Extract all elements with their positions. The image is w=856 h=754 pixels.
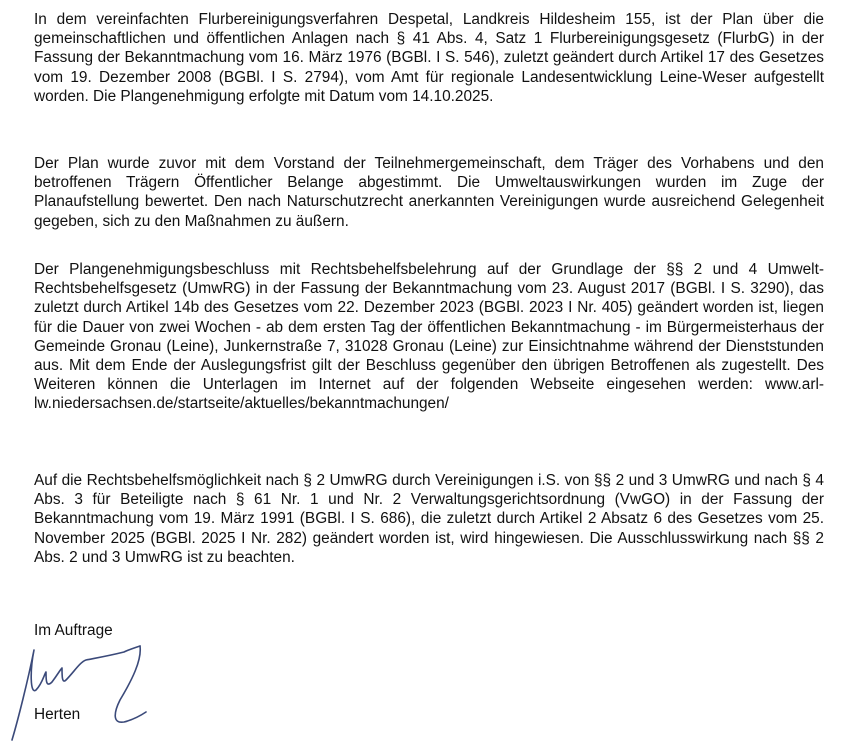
- paragraph-coordination: Der Plan wurde zuvor mit dem Vorstand der Teilnehmergemeinschaft, dem Träger des Vorhabens und den betroffenen Trägern Öffentlicher Belange abgestimmt. Die Umweltauswirkungen wurden im Zuge der Planaufstellung bewertet. Den nach Naturschutzrecht anerkannten Vereinigungen wurde ausreichend Gelegenheit gegeben, sich zu den Maßnahmen zu äußern.: [34, 155, 824, 230]
- paragraph-plan-notice: In dem vereinfachten Flurbereinigungsverfahren Despetal, Landkreis Hildesheim 155, ist der Plan über die gemeinschaftlichen und öffentlichen Anlagen nach § 41 Abs. 4, Satz 1 Flurbereinigungsgesetz (FlurbG) in der Fassung der Bekanntmachung vom 16. März 1976 (BGBl. I S. 546), zuletzt geändert durch Artikel 17 des Gesetzes vom 19. Dezember 2008 (BGBl. I S. 2794), vom Amt für regionale Landesentwicklung Leine-Weser aufgestellt worden. Die Plangenehmigung erfolgte mit Datum vom 14.10.2025.: [34, 11, 824, 105]
- signer-name: Herten: [34, 706, 81, 723]
- paragraph-legal-remedy: Auf die Rechtsbehelfsmöglichkeit nach § 2 UmwRG durch Vereinigungen i.S. von §§ 2 und 3 UmwRG und nach § 4 Abs. 3 für Beteiligte nach § 61 Nr. 1 und Nr. 2 Verwaltungsgerichtsordnung (VwGO) in der Fassung der Bekanntmachung vom 19. März 1991 (BGBl. I S. 686), die zuletzt durch Artikel 2 Absatz 6 des Gesetzes vom 25. November 2025 (BGBl. 2025 I Nr. 282) geändert worden ist, wird hingewiesen. Die Ausschlusswirkung nach §§ 2 Abs. 2 und 3 UmwRG ist zu beachten.: [34, 472, 824, 566]
- handwritten-signature: [0, 640, 200, 750]
- paragraph-inspection: Der Plangenehmigungsbeschluss mit Rechtsbehelfsbelehrung auf der Grundlage der §§ 2 und 4 Umwelt-Rechtsbehelfsgesetz (UmwRG) in der Fassung der Bekanntmachung vom 23. August 2017 (BGBl. I S. 3290), das zuletzt durch Artikel 14b des Gesetzes vom 22. Dezember 2023 (BGBl. 2023 I Nr. 405) geändert worden ist, liegen für die Dauer von zwei Wochen - ab dem ersten Tag der öffentlichen Bekanntmachung - im Bürgermeisterhaus der Gemeinde Gronau (Leine), Junkernstraße 7, 31028 Gronau (Leine) zur Einsichtnahme während der Dienststunden aus. Mit dem Ende der Auslegungsfrist gilt der Beschluss gegenüber den übrigen Betroffenen als zugestellt. Des Weiteren können die Unterlagen im Internet auf der folgenden Webseite eingesehen werden: www.arl-lw.niedersachsen.de/startseite/aktuelles/bekanntmachungen/: [34, 261, 824, 413]
- closing-phrase: Im Auftrage: [34, 622, 113, 639]
